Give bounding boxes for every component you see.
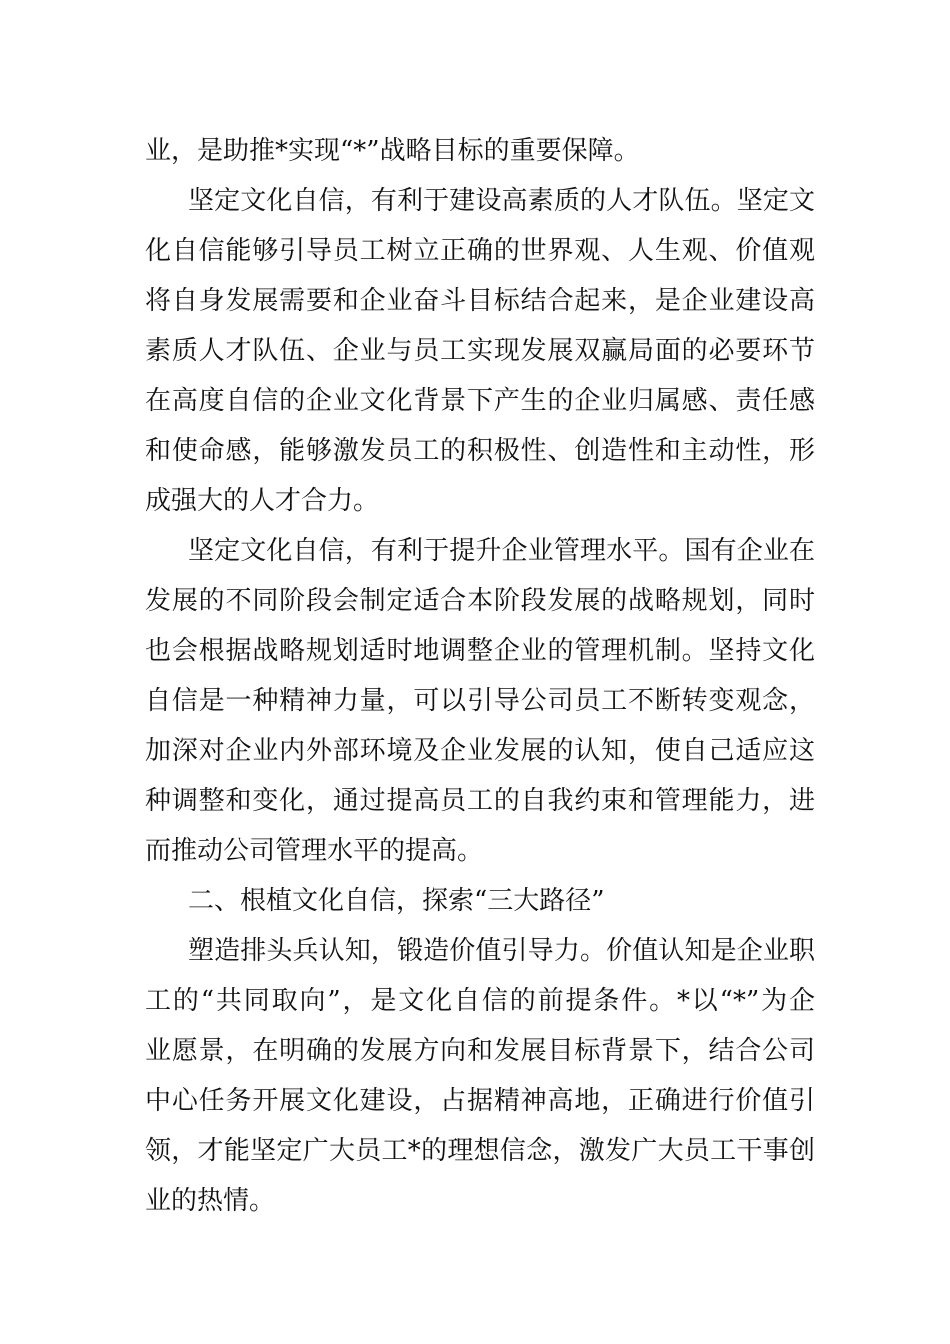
text-line: 业愿景，在明确的发展方向和发展目标背景下，结合公司 [145,1036,815,1066]
text-line: 而推动公司管理水平的提高。 [145,836,484,866]
text-line: 自信是一种精神力量，可以引导公司员工不断转变观念， [145,686,815,716]
text-line: 成强大的人才合力。 [145,486,380,516]
text-line: 化自信能够引导员工树立正确的世界观、人生观、价值观 [145,236,815,266]
paragraph-first-line: 塑造排头兵认知，锻造价值引导力。价值认知是企业职 [188,936,815,966]
text-line: 和使命感，能够激发员工的积极性、创造性和主动性，形 [145,436,815,466]
paragraph-first-line: 坚定文化自信，有利于提升企业管理水平。国有企业在 [188,536,815,566]
text-line: 在高度自信的企业文化背景下产生的企业归属感、责任感 [145,386,815,416]
text-line: 中心任务开展文化建设，占据精神高地，正确进行价值引 [145,1086,815,1116]
section-heading: 二、根植文化自信，探索“三大路径” [188,886,605,916]
text-line: 素质人才队伍、企业与员工实现发展双赢局面的必要环节 [145,336,815,366]
text-line: 也会根据战略规划适时地调整企业的管理机制。坚持文化 [145,636,815,666]
text-line: 领，才能坚定广大员工*的理想信念，激发广大员工干事创 [145,1136,815,1166]
text-line: 业，是助推*实现“*”战略目标的重要保障。 [145,136,640,166]
paragraph-first-line: 坚定文化自信，有利于建设高素质的人才队伍。坚定文 [188,186,815,216]
text-line: 发展的不同阶段会制定适合本阶段发展的战略规划，同时 [145,586,815,616]
text-line: 种调整和变化，通过提高员工的自我约束和管理能力，进 [145,786,815,816]
text-line: 加深对企业内外部环境及企业发展的认知，使自己适应这 [145,736,815,766]
text-line: 业的热情。 [145,1186,276,1216]
text-line: 将自身发展需要和企业奋斗目标结合起来，是企业建设高 [145,286,815,316]
text-line: 工的“共同取向”，是文化自信的前提条件。*以“*”为企 [145,986,815,1016]
